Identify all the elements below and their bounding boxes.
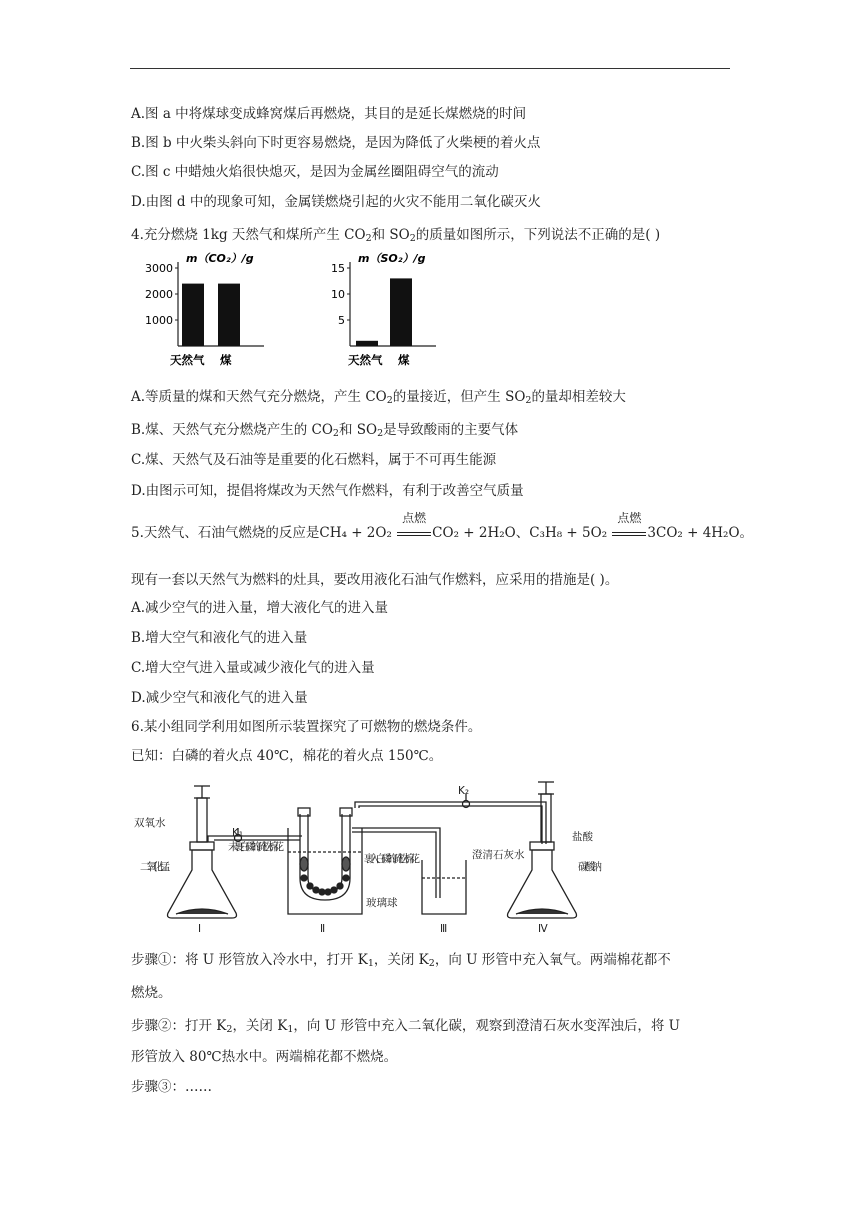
- chart-bar: [390, 278, 412, 346]
- q5-option-a: A.减少空气的进入量，增大液化气的进入量: [131, 600, 389, 616]
- chart-category-label: 天然气: [170, 353, 205, 367]
- q6-step1-cont: 燃烧。: [131, 985, 172, 1001]
- q3-option-b: B.图 b 中火柴头斜向下时更容易燃烧，是因为降低了火柴梗的着火点: [131, 135, 541, 151]
- label-3: Ⅲ: [440, 923, 448, 935]
- q5-stem: 5.天然气、石油气燃烧的反应是CH₄ + 2O₂ 点燃 CO₂ + 2H₂O、C₃H₈ + 5O₂ 点燃 3CO₂ + 4H₂O。: [131, 511, 754, 541]
- header-rule: [130, 68, 730, 69]
- chart-category-label: 煤: [398, 353, 410, 367]
- chart-tick-label: 2000: [145, 288, 173, 301]
- q4-stem: 4.充分燃烧 1kg 天然气和煤所产生 $CO_2$和 $SO_2$的质量如图所示，下列说法不正确的是( ): [131, 227, 661, 244]
- chart-tick-label: 15: [331, 262, 345, 275]
- chart-tick-label: 10: [331, 288, 345, 301]
- q6-step2-cont: 形管放入 80℃热水中。两端棉花都不燃烧。: [131, 1049, 398, 1065]
- equation-1-lhs: CH₄ + 2O₂: [319, 525, 392, 541]
- label-4: Ⅳ: [538, 923, 548, 935]
- q6-step2: 步骤②：打开 $K_2$，关闭 $K_1$，向 U 形管中充入二氧化碳，观察到澄清石灰水变浑浊后，将 U: [131, 1018, 681, 1035]
- equation-1-rhs: CO₂ + 2H₂O: [432, 525, 516, 541]
- label-1: Ⅰ: [198, 923, 202, 935]
- chart-tick-label: 1000: [145, 314, 173, 327]
- chart-ylabel: m（CO₂）/g: [186, 252, 254, 265]
- beaker-2: [288, 828, 362, 914]
- equation-2-rhs: 3CO₂ + 4H₂O: [647, 525, 740, 541]
- q5-option-c: C.增大空气进入量或减少液化气的进入量: [131, 660, 375, 676]
- syringe-1: [197, 798, 207, 842]
- label-k1: K₁: [232, 827, 244, 839]
- q5-option-d: D.减少空气和液化气的进入量: [131, 690, 308, 706]
- q5-option-b: B.增大空气和液化气的进入量: [131, 630, 308, 646]
- equation-2-arrow: 点燃: [611, 523, 647, 543]
- q3-option-a: A.图 a 中将煤球变成蜂窝煤后再燃烧，其目的是延长煤燃烧的时间: [131, 106, 527, 122]
- q4-charts: [140, 250, 440, 372]
- label-hcl: 盐酸: [572, 831, 593, 843]
- chart-tick-label: 5: [338, 314, 345, 327]
- q6-known: 已知：白磷的着火点 40℃，棉花的着火点 150℃。: [131, 748, 443, 764]
- q5-stem-2: 现有一套以天然气为燃料的灶具，要改用液化石油气作燃料，应采用的措施是( )。: [131, 572, 619, 588]
- label-left-cotton: 未裹白磷的疏松棉花: [228, 841, 284, 853]
- q6-step1: 步骤①：将 U 形管放入冷水中，打开 $K_1$，关闭 $K_2$，向 U 形管中充入氧气。两端棉花都不: [131, 952, 671, 969]
- q3-option-d: D.由图 d 中的现象可知，金属镁燃烧引起的火灾不能用二氧化碳灭火: [131, 194, 541, 210]
- chart-tick-label: 3000: [145, 262, 173, 275]
- chart-bar: [356, 341, 378, 346]
- label-right-cotton: 裹入白磷的疏松棉花: [364, 853, 420, 865]
- label-2: Ⅱ: [320, 923, 326, 935]
- beaker-3: [422, 860, 466, 914]
- equation-1-arrow: 点燃: [396, 523, 432, 543]
- label-na2co3: 碳酸钠: [578, 861, 602, 873]
- q4-option-b: B.煤、天然气充分燃烧产生的 $CO_2$和 $SO_2$是导致酸雨的主要气体: [131, 422, 519, 439]
- chart-category-label: 天然气: [348, 353, 383, 367]
- apparatus-diagram: [130, 778, 610, 938]
- q6-step3: 步骤③：……: [131, 1079, 212, 1095]
- label-h2o2: 双氧水: [134, 817, 166, 829]
- label-limewater: 澄清石灰水: [472, 849, 525, 861]
- chart-category-label: 煤: [220, 353, 232, 367]
- label-glass-beads: 玻璃球: [366, 897, 398, 909]
- q4-option-d: D.由图示可知，提倡将煤改为天然气作燃料，有利于改善空气质量: [131, 483, 524, 499]
- q4-option-c: C.煤、天然气及石油等是重要的化石燃料，属于不可再生能源: [131, 452, 497, 468]
- q3-option-c: C.图 c 中蜡烛火焰很快熄灭，是因为金属丝圈阻碍空气的流动: [131, 164, 499, 180]
- equation-2-lhs: C₃H₈ + 5O₂: [529, 525, 608, 541]
- label-k2: K₂: [458, 785, 470, 797]
- q6-stem: 6.某小组同学利用如图所示装置探究了可燃物的燃烧条件。: [131, 719, 482, 735]
- chart-ylabel: m（SO₂）/g: [358, 252, 426, 265]
- chart-bar: [218, 284, 240, 346]
- chart-bar: [182, 284, 204, 346]
- flask-1: [168, 850, 237, 918]
- q4-option-a: A.等质量的煤和天然气充分燃烧，产生 $CO_2$的量接近，但产生 $SO_2$的量却相差较大: [131, 389, 626, 406]
- label-mno2: 二氧化锰: [140, 861, 170, 873]
